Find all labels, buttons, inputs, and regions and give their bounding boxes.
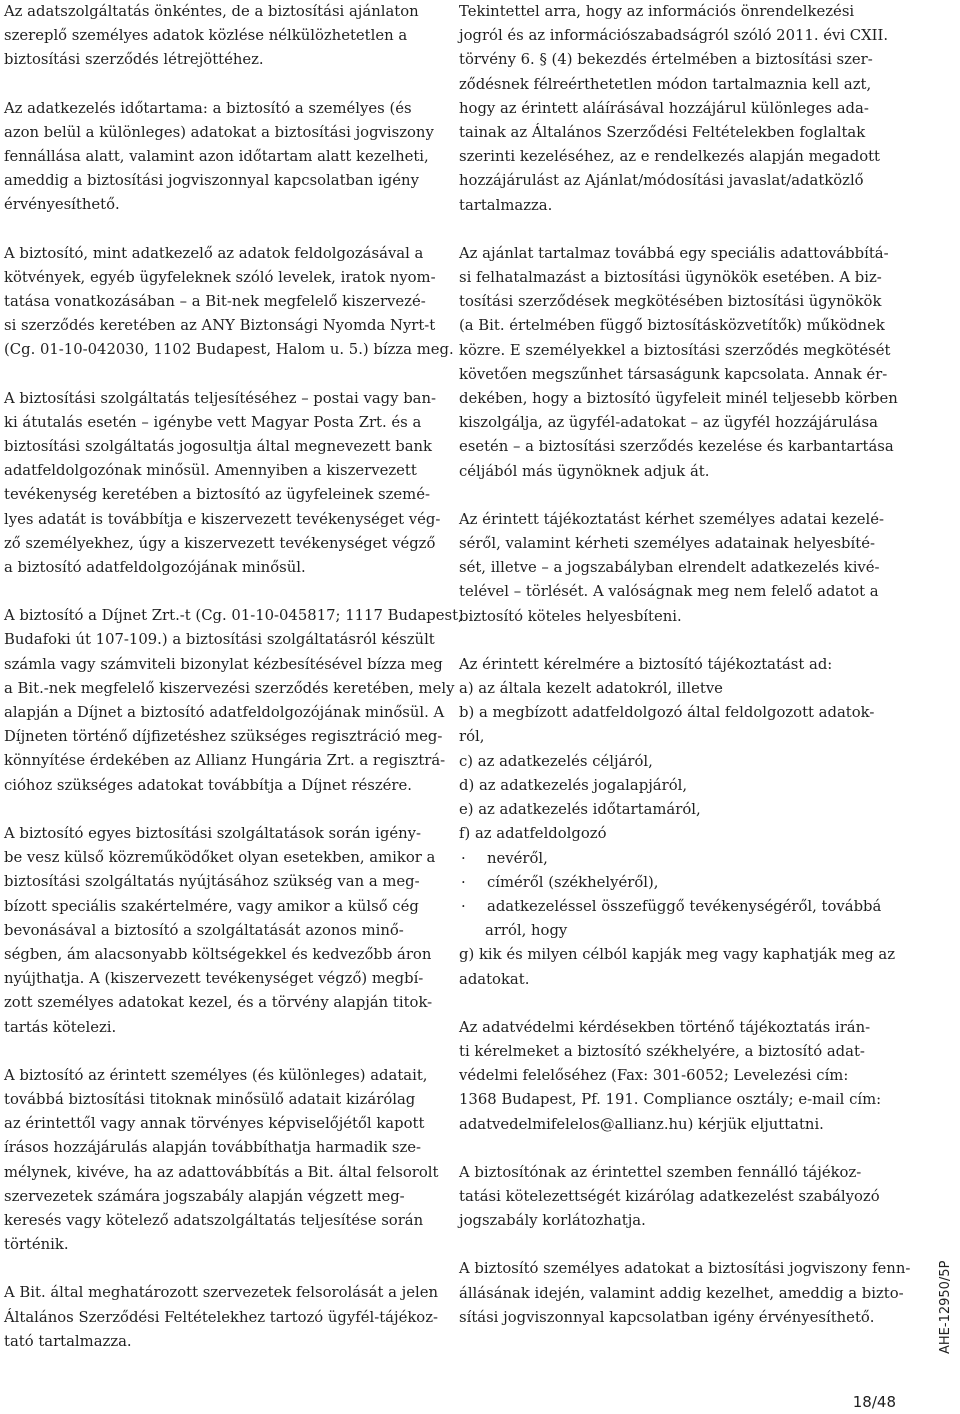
paragraph (4, 1281, 439, 1354)
list-item: b) a megbízott adatfeldolgozó által feldolgozott adatok- (459, 704, 875, 722)
text-line: sítási jogviszonnyal kapcsolatban igény érvényesíthető. (459, 1308, 875, 1326)
text-line: A biztosító a Díjnet Zrt.-t (Cg. 01-10-045817; 1117 Budapest, (4, 607, 463, 625)
text-line: írásos hozzájárulás alapján továbbíthatja harmadik sze- (4, 1139, 422, 1157)
text-line: kiszolgálja, az ügyfél-adatokat – az ügyfél hozzájárulása (459, 414, 878, 432)
text-line: állásának idején, valamint addig kezelhet, ameddig a bizto- (459, 1284, 904, 1302)
paragraph (459, 0, 889, 218)
text-line: A biztosító személyes adatokat a biztosítási jogviszony fenn- (459, 1260, 911, 1278)
text-line: tevékenység keretében a biztosító az ügyfeleinek szemé- (4, 486, 430, 504)
text-line: azon belül a különleges) adatokat a biztosítási jogviszony (4, 123, 434, 141)
text-line: céljából más ügynöknek adjuk át. (459, 462, 710, 480)
paragraph (4, 822, 436, 1040)
text-line: jogról és az információszabadságról szóló 2011. évi CXII. (459, 27, 889, 45)
text-line: biztosítási szolgáltatás jogosultja által megnevezett bank (4, 438, 433, 456)
sub-list-item (459, 895, 883, 919)
text-line: ti kérelmeket a biztosító székhelyére, a biztosító adat- (459, 1042, 865, 1060)
text-line: telével – törlését. A valóságnak meg nem felelő adatot a (459, 583, 879, 601)
text-line: lyes adatát is továbbítja e kiszervezett tevékenységet vég- (4, 510, 441, 528)
paragraph (4, 604, 463, 798)
left-column (4, 0, 463, 1378)
text-line: nyújthatja. A (kiszervezett tevékenységet végző) megbí- (4, 970, 424, 988)
text-line: dekében, hogy a biztosító ügyfeleit minél teljesebb körben (459, 390, 898, 408)
text-line: követően megszűnhet társaságunk kapcsolata. Annak ér- (459, 365, 888, 383)
text-line: adatvedelmifelelos@allianz.hu) kérjük eljuttatni. (459, 1115, 824, 1133)
text-line: tartalmazza. (459, 196, 553, 214)
sub-list-item (459, 847, 883, 871)
text-line: könnyítése érdekében az Allianz Hungária Zrt. a regisztrá- (4, 752, 446, 770)
text-line: továbbá biztosítási titoknak minősülő adatait kizárólag (4, 1090, 416, 1108)
document-code: AHE-12950/5P (938, 1260, 953, 1354)
text-line: a Bit.-nek megfelelő kiszervezési szerződés keretében, mely (4, 679, 455, 697)
text-line: bevonásával a biztosító a szolgáltatását azonos minő- (4, 921, 404, 939)
text-line: közre. E személyekkel a biztosítási szerződés megkötését (459, 341, 891, 359)
text-line: kötvények, egyéb ügyfeleknek szóló levelek, iratok nyom- (4, 268, 436, 286)
text-line: adatfeldolgozónak minősül. Amennyiben a kiszervezett (4, 462, 417, 480)
text-line: ségben, ám alacsonyabb költségekkel és kedvezőbb áron (4, 945, 432, 963)
text-line: be vesz külső közreműködőket olyan esetekben, amikor a (4, 849, 436, 867)
text-line: szereplő személyes adatok közlése nélkülözhetetlen a (4, 27, 408, 45)
text-line: ződésnek félreérthetetlen módon tartalmaznia kell azt, (459, 75, 872, 93)
bullet-icon: · (461, 849, 466, 867)
text-line: Budafoki út 107-109.) a biztosítási szolgáltatásról készült (4, 631, 435, 649)
text-line: zott személyes adatokat kezel, és a törvény alapján titok- (4, 994, 433, 1012)
text-line: 1368 Budapest, Pf. 191. Compliance osztály; e-mail cím: (459, 1091, 882, 1109)
bullet-icon: · (461, 897, 466, 915)
text-line: (Cg. 01-10-042030, 1102 Budapest, Halom u. 5.) bízza meg. (4, 341, 454, 359)
text-line: a biztosító adatfeldolgozójának minősül. (4, 559, 306, 577)
text-line: számla vagy számviteli bizonylat kézbesítésével bízza meg (4, 655, 443, 673)
text-line: Az ajánlat tartalmaz továbbá egy speciális adattovábbítá- (459, 244, 889, 262)
text-line: Az adatvédelmi kérdésekben történő tájékoztatás irán- (459, 1018, 871, 1036)
right-column (459, 0, 911, 1354)
text-line: ameddig a biztosítási jogviszonnyal kapcsolatban igény (4, 172, 419, 190)
info-rights-list (459, 653, 896, 992)
text-line: tainak az Általános Szerződési Feltételekben foglaltak (459, 124, 866, 142)
text-line: érvényesíthető. (4, 196, 120, 214)
list-item-continuation: ról, (459, 728, 485, 746)
paragraph (4, 97, 434, 218)
text-line: az érintettől vagy annak törvényes képviselőjétől kapott (4, 1115, 425, 1133)
text-line: keresés vagy kötelező adatszolgáltatás teljesítése során (4, 1211, 424, 1229)
sub-list-item (459, 871, 883, 895)
paragraph (4, 1064, 439, 1258)
paragraph (459, 1161, 883, 1234)
text-line: Általános Szerződési Feltételekhez tartozó ügyfél-tájékoz- (4, 1308, 439, 1326)
sub-list-text: nevéről, (487, 849, 548, 867)
text-line: hogy az érintett aláírásával hozzájárul különleges ada- (459, 99, 869, 117)
text-line: bízott speciális szakértelmére, vagy amikor a külső cég (4, 897, 419, 915)
text-line: Az adatszolgáltatás önkéntes, de a biztosítási ajánlaton (4, 3, 419, 20)
text-line: történik. (4, 1236, 69, 1254)
paragraph (4, 242, 454, 363)
text-line: tatása vonatkozásában – a Bit-nek megfelelő kiszervezé- (4, 293, 426, 311)
text-line: jogszabály korlátozhatja. (459, 1212, 646, 1230)
page-number: 18/48 (852, 1393, 896, 1411)
list-item: a) az általa kezelt adatokról, illetve (459, 680, 723, 698)
text-line: tosítási szerződések megkötésében biztosítási ügynökök (459, 293, 882, 311)
text-line: cióhoz szükséges adatokat továbbítja a Díjnet részére. (4, 776, 412, 794)
text-line: biztosítási szerződés létrejöttéhez. (4, 51, 264, 69)
text-line: biztosító köteles helyesbíteni. (459, 607, 682, 625)
text-line: biztosítási szolgáltatás nyújtásához szükség van a meg- (4, 873, 420, 891)
list-item: d) az adatkezelés jogalapjáról, (459, 776, 688, 794)
text-line: A biztosító, mint adatkezelő az adatok feldolgozásával a (4, 244, 424, 262)
text-line: si szerződés keretében az ANY Biztonsági Nyomda Nyrt-t (4, 317, 436, 335)
text-line: Az érintett tájékoztatást kérhet személyes adatai kezelé- (459, 510, 885, 528)
text-line: mélynek, kivéve, ha az adattovábbítás a Bit. által felsorolt (4, 1163, 439, 1181)
sub-list-text: adatkezeléssel összefüggő tevékenységéről, továbbá (487, 897, 882, 915)
text-line: A biztosítónak az érintettel szemben fennálló tájékoz- (459, 1163, 862, 1181)
text-line: tartás kötelezi. (4, 1018, 117, 1036)
text-line: védelmi felelőséhez (Fax: 301-6052; Levelezési cím: (459, 1067, 849, 1085)
list-item-continuation: adatokat. (459, 970, 530, 988)
paragraph (4, 387, 441, 581)
paragraph (459, 1016, 883, 1137)
text-line: A biztosítási szolgáltatás teljesítéséhez – postai vagy ban- (4, 389, 437, 407)
paragraph (459, 242, 898, 484)
text-line: Díjneten történő díjfizetéshez szükséges regisztráció meg- (4, 728, 443, 746)
list-item: f) az adatfeldolgozó (459, 825, 607, 843)
bullet-icon: · (461, 873, 466, 891)
paragraph (459, 1257, 911, 1330)
text-line: Az adatkezelés időtartama: a biztosító a személyes (és (4, 99, 412, 117)
sub-list-text: címéről (székhelyéről), (487, 873, 659, 891)
text-line: (a Bit. értelmében függő biztosításközvetítők) működnek (459, 317, 885, 335)
text-line: szervezetek számára jogszabály alapján végzett meg- (4, 1187, 405, 1205)
text-line: alapján a Díjnet a biztosító adatfeldolgozójának minősül. A (4, 704, 445, 722)
list-item: e) az adatkezelés időtartamáról, (459, 801, 701, 819)
text-line: tató tartalmazza. (4, 1332, 132, 1350)
text-line: A Bit. által meghatározott szervezetek felsorolását a jelen (4, 1284, 438, 1302)
text-line: esetén – a biztosítási szerződés kezelése és karbantartása (459, 438, 894, 456)
text-line: fennállása alatt, valamint azon időtartam alatt kezelheti, (4, 148, 429, 166)
text-line: tatási kötelezettségét kizárólag adatkezelést szabályozó (459, 1187, 880, 1205)
text-line: hozzájárulást az Ajánlat/módosítási javaslat/adatközlő (459, 172, 864, 190)
paragraph (459, 508, 883, 629)
text-line: séről, valamint kérheti személyes adatainak helyesbíté- (459, 535, 875, 553)
text-line: szerinti kezeléséhez, az e rendelkezés alapján megadott (459, 148, 880, 166)
text-line: A biztosító egyes biztosítási szolgáltatások során igény- (4, 824, 421, 842)
text-line: sét, illetve – a jogszabályban elrendelt adatkezelés kivé- (459, 559, 880, 577)
list-item: g) kik és milyen célból kapják meg vagy kaphatják meg az (459, 946, 896, 964)
sub-list-continuation: arról, hogy (485, 922, 568, 940)
paragraph (4, 0, 428, 73)
list-intro: Az érintett kérelmére a biztosító tájékoztatást ad: (459, 655, 833, 673)
text-line: törvény 6. § (4) bekezdés értelmében a biztosítási szer- (459, 51, 873, 69)
text-line: ző személyekhez, úgy a kiszervezett tevékenységet végző (4, 534, 436, 552)
text-line: Tekintettel arra, hogy az információs önrendelkezési (459, 3, 855, 20)
text-line: A biztosító az érintett személyes (és különleges) adatait, (4, 1066, 428, 1084)
list-item: c) az adatkezelés céljáról, (459, 752, 653, 770)
text-line: si felhatalmazást a biztosítási ügynökök esetében. A biz- (459, 269, 882, 287)
text-line: ki átutalás esetén – igénybe vett Magyar Posta Zrt. és a (4, 413, 422, 431)
